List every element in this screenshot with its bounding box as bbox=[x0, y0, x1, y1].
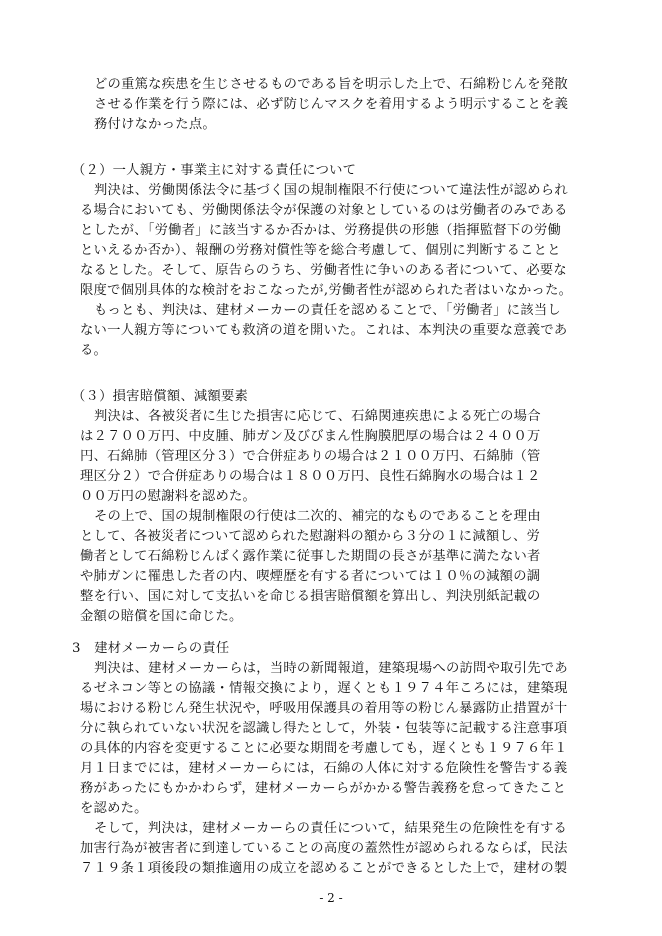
text-line: 判決は、各被災者に生じた損害に応じて、石綿関連疾患による死亡の場合 bbox=[94, 409, 541, 424]
text-line: そして，判決は，建材メーカーらの責任について，結果発生の危険性を有する bbox=[94, 821, 568, 836]
text-line: を認めた。 bbox=[80, 801, 148, 816]
text-line: 判決は、建材メーカーらは，当時の新聞報道，建築現場への訪問や取引先であ bbox=[94, 661, 568, 676]
text-line: その上で、国の規制権限の行使は二次的、補完的なものであることを理由 bbox=[94, 509, 541, 524]
section-heading: （３）損害賠償額、減額要素 bbox=[72, 389, 249, 404]
text-line: は２７００万円、中皮腫、肺ガン及びびまん性胸膜肥厚の場合は２４００万 bbox=[80, 429, 541, 444]
text-line: ない一人親方等についても救済の道を開いた。これは、本判決の重要な意義であ bbox=[80, 323, 568, 338]
text-line: るゼネコン等との協議・情報交換により，遅くとも１９７４年ころには，建築現 bbox=[80, 681, 568, 696]
text-line: ７１９条１項後段の類推適用の成立を認めることができるとした上で，建材の製 bbox=[80, 861, 568, 876]
text-line: 分に執られていない状況を認識し得たとして，外装・包装等に記載する注意事項 bbox=[80, 721, 568, 736]
text-line: 理区分２）で合併症ありの場合は１８００万円、良性石綿胸水の場合は１２ bbox=[80, 469, 541, 484]
text-line: や肺ガンに罹患した者の内、喫煙歴を有する者については１０％の減額の調 bbox=[80, 569, 541, 584]
text-line: る。 bbox=[80, 343, 108, 358]
text-line: 整を行い、国に対して支払いを命じる損害賠償額を算出し、判決別紙記載の bbox=[80, 589, 541, 604]
text-line: の具体的内容を変更することに必要な期間を考慮しても，遅くとも１９７６年１ bbox=[80, 741, 568, 756]
text-line: 加害行為が被害者に到達していることの高度の蓋然性が認められるならば，民法 bbox=[80, 841, 568, 856]
text-line: としたが、「労働者」に該当するか否かは、労務提供の形態（指揮監督下の労働 bbox=[80, 223, 562, 238]
text-line: 務付けなかった点。 bbox=[94, 117, 216, 132]
text-line: もっとも、判決は、建材メーカーの責任を認めることで、「労働者」に該当し bbox=[94, 303, 561, 318]
text-line: ００万円の慰謝料を認めた。 bbox=[80, 489, 257, 504]
text-line: 限度で個別具体的な検討をおこなったが,労働者性が認められた者はいなかった。 bbox=[80, 283, 573, 298]
text-line: として、各被災者について認められた慰謝料の額から３分の１に減額し、労 bbox=[80, 529, 541, 544]
text-line: 判決は、労働関係法令に基づく国の規制権限不行使について違法性が認められ bbox=[94, 183, 568, 198]
text-line: 働者として石綿粉じんばく露作業に従事した期間の長さが基準に満たない者 bbox=[80, 549, 541, 564]
text-line: 月１日までには，建材メーカーらには，石綿の人体に対する危険性を警告する義 bbox=[80, 761, 568, 776]
text-line: させる作業を行う際には、必ず防じんマスクを着用するよう明示することを義 bbox=[94, 97, 569, 112]
page-number: - 2 - bbox=[319, 891, 343, 905]
text-line: 場における粉じん発生状況や，呼吸用保護具の着用等の粉じん暴露防止措置が十 bbox=[80, 701, 568, 716]
text-line: どの重篤な疾患を生じさせるものである旨を明示した上で、石綿粉じんを発散 bbox=[94, 77, 568, 92]
text-line: 金額の賠償を国に命じた。 bbox=[80, 609, 243, 624]
text-line: 円、石綿肺（管理区分３）で合併症ありの場合は２１００万円、石綿肺（管 bbox=[80, 449, 541, 464]
section-heading: （２）一人親方・事業主に対する責任について bbox=[72, 163, 357, 178]
text-line: る場合においても、労働関係法令が保護の対象としているのは労働者のみである bbox=[80, 203, 568, 218]
text-line: なるとした。そして、原告らのうち、労働者性に争いのある者について、必要な bbox=[80, 263, 567, 278]
text-line: 務があったにもかかわらず，建材メーカーらがかかる警告義務を怠ってきたこと bbox=[80, 781, 567, 796]
text-line: といえるか否か）、報酬の労務対償性等を総合考慮して、個別に判断することと bbox=[80, 243, 561, 258]
section-heading: 3 建材メーカーらの責任 bbox=[72, 641, 230, 656]
